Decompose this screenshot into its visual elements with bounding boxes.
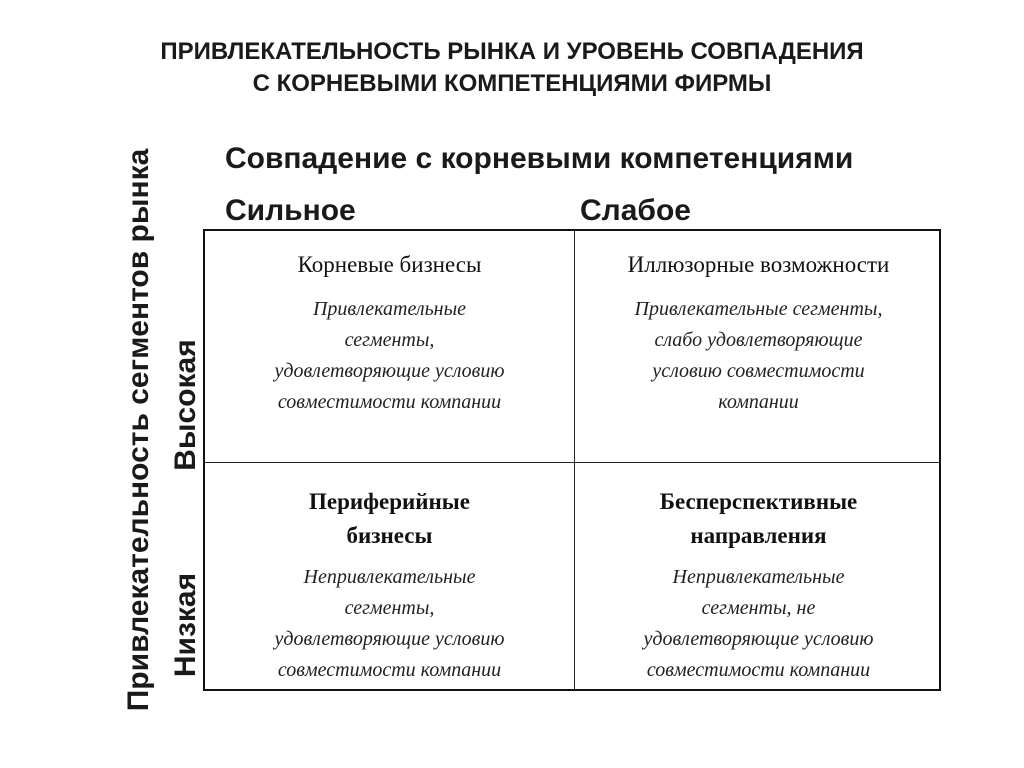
cell-title <box>582 485 935 553</box>
slide-title <box>0 36 1024 100</box>
competence-matrix <box>203 229 941 691</box>
cell-description-line: удовлетворяющие условию <box>274 360 505 382</box>
cell-description-line: удовлетворяющие условию <box>274 628 505 650</box>
column-label-strong: Сильное <box>225 194 356 227</box>
cell-description-line: удовлетворяющие условию <box>643 628 874 650</box>
cell-description-line: сегменты, не <box>701 597 816 619</box>
cell-title <box>582 248 935 282</box>
cell-description <box>213 562 566 686</box>
cell-description-line: Непривлекательные <box>672 566 845 588</box>
cell-description-line: совместимости компании <box>277 391 502 413</box>
cell-description-line: Привлекательные сегменты, <box>634 298 883 320</box>
cell-description-line: совместимости компании <box>277 659 502 681</box>
slide-title-line-1: ПРИВЛЕКАТЕЛЬНОСТЬ РЫНКА И УРОВЕНЬ СОВПАДЕНИЯ <box>160 38 864 65</box>
cell-title-line: направления <box>690 523 827 548</box>
cell-core-businesses <box>205 231 574 462</box>
cell-title <box>213 248 566 282</box>
cell-title-line: Периферийные <box>309 489 470 514</box>
cell-description-line: условию совместимости <box>652 360 865 382</box>
row-label-low: Низкая <box>169 572 202 678</box>
cell-title-line: бизнесы <box>346 523 433 548</box>
cell-description-line: совместимости компании <box>646 659 871 681</box>
cell-unpromising-directions <box>574 462 943 693</box>
cell-description-line: сегменты, <box>344 597 435 619</box>
cell-title-line: Бесперспективные <box>659 489 858 514</box>
cell-illusory-opportunities <box>574 231 943 462</box>
row-label-high: Высокая <box>169 339 202 471</box>
cell-title <box>213 485 566 553</box>
cell-title-line: Корневые бизнесы <box>297 252 482 277</box>
x-axis-title: Совпадение с корневыми компетенциями <box>225 142 854 175</box>
column-label-weak: Слабое <box>580 194 691 227</box>
cell-description <box>582 562 935 686</box>
y-axis-title: Привлекательность сегментов рынка <box>122 148 155 712</box>
cell-description-line: Непривлекательные <box>303 566 476 588</box>
slide-title-line-2: С КОРНЕВЫМИ КОМПЕТЕНЦИЯМИ ФИРМЫ <box>252 70 772 97</box>
cell-description <box>213 294 566 418</box>
cell-description <box>582 294 935 418</box>
cell-description-line: слабо удовлетворяющие <box>654 329 863 351</box>
cell-peripheral-businesses <box>205 462 574 693</box>
cell-description-line: Привлекательные <box>312 298 467 320</box>
cell-description-line: компании <box>718 391 799 413</box>
cell-description-line: сегменты, <box>344 329 435 351</box>
cell-title-line: Иллюзорные возможности <box>627 252 890 277</box>
